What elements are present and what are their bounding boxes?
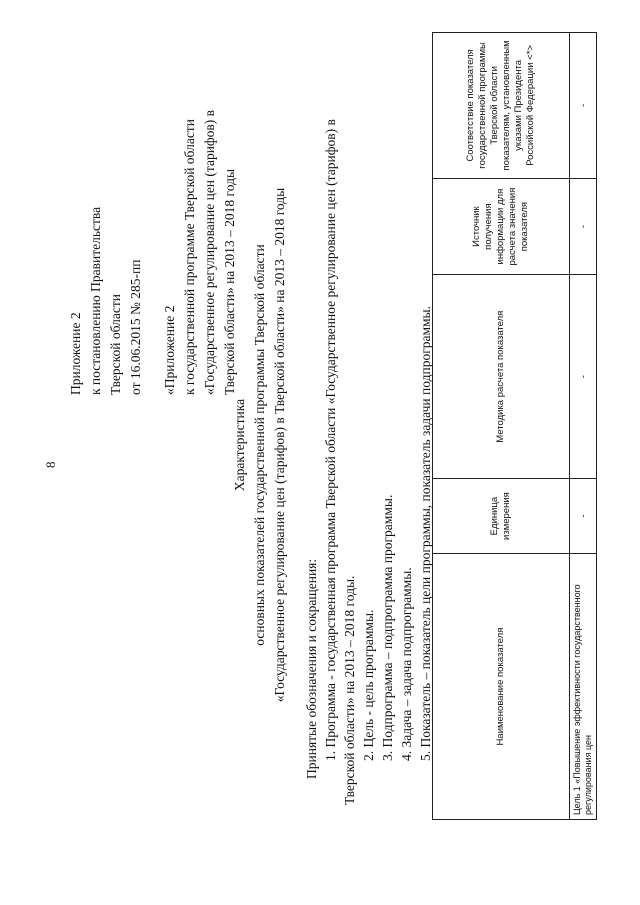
table-header-row xyxy=(433,33,570,820)
legend-header: Принятые обозначения и сокращения: xyxy=(304,558,319,779)
legend-item: 2. Цель - цель программы. xyxy=(361,609,376,761)
header-compliance: Соответствие показателя государственной программы Тверской области показателям, установленным указами Президента Российской Федерации <*> xyxy=(433,33,570,179)
quoted-appendix-heading: «Приложение 2 xyxy=(162,305,177,395)
appendix-block xyxy=(66,110,240,395)
document-title xyxy=(230,135,290,755)
quoted-appendix-line: «Государственное регулирование цен (тарифов) в xyxy=(202,109,217,395)
indicators-table xyxy=(432,32,597,820)
title-line: основных показателей государственной программы Тверской области xyxy=(252,244,267,646)
cell-unit: - xyxy=(570,479,597,554)
appendix-ref-line: Тверской области xyxy=(108,294,123,395)
quoted-appendix-line: Тверской области» на 2013 – 2018 годы xyxy=(222,168,237,395)
legend-item: Тверской области» на 2013 – 2018 годы. xyxy=(342,575,357,805)
quoted-appendix-line: к государственной программе Тверской области xyxy=(182,119,197,395)
legend-item: 4. Задача – задача подпрограммы. xyxy=(399,567,414,761)
legend-item: 1. Программа - государственная программа Тверской области «Государственное регулирование цен (тарифов) в xyxy=(323,119,338,761)
cell-source: - xyxy=(570,178,597,274)
header-source: Источник получения информации для расчета значения показателя xyxy=(433,178,570,274)
legend-block xyxy=(302,25,435,805)
header-unit: Единица измерения xyxy=(433,479,570,554)
legend-item: 5. Показатель – показатель цели программы, показатель задачи подпрограммы. xyxy=(418,305,433,761)
appendix-heading: Приложение 2 xyxy=(68,312,83,395)
appendix-ref-line: от 16.06.2015 № 285-пп xyxy=(128,259,143,395)
cell-indicator-name: Цель 1 «Повышение эффективности государственного регулирования цен xyxy=(570,554,597,820)
page-number: 8 xyxy=(43,461,58,468)
header-indicator-name: Наименование показателя xyxy=(433,554,570,820)
header-method: Методика расчета показателя xyxy=(433,275,570,479)
table-row xyxy=(570,33,597,820)
cell-method: - xyxy=(570,275,597,479)
cell-compliance: - xyxy=(570,33,597,179)
appendix-ref-line: к постановлению Правительства xyxy=(88,206,103,395)
title-line: «Государственное регулирование цен (тарифов) в Тверской области» на 2013 – 2018 годы xyxy=(272,187,287,703)
legend-item: 3. Подпрограмма – подпрограмма программы. xyxy=(380,494,395,761)
title-line: Характеристика xyxy=(232,398,247,492)
